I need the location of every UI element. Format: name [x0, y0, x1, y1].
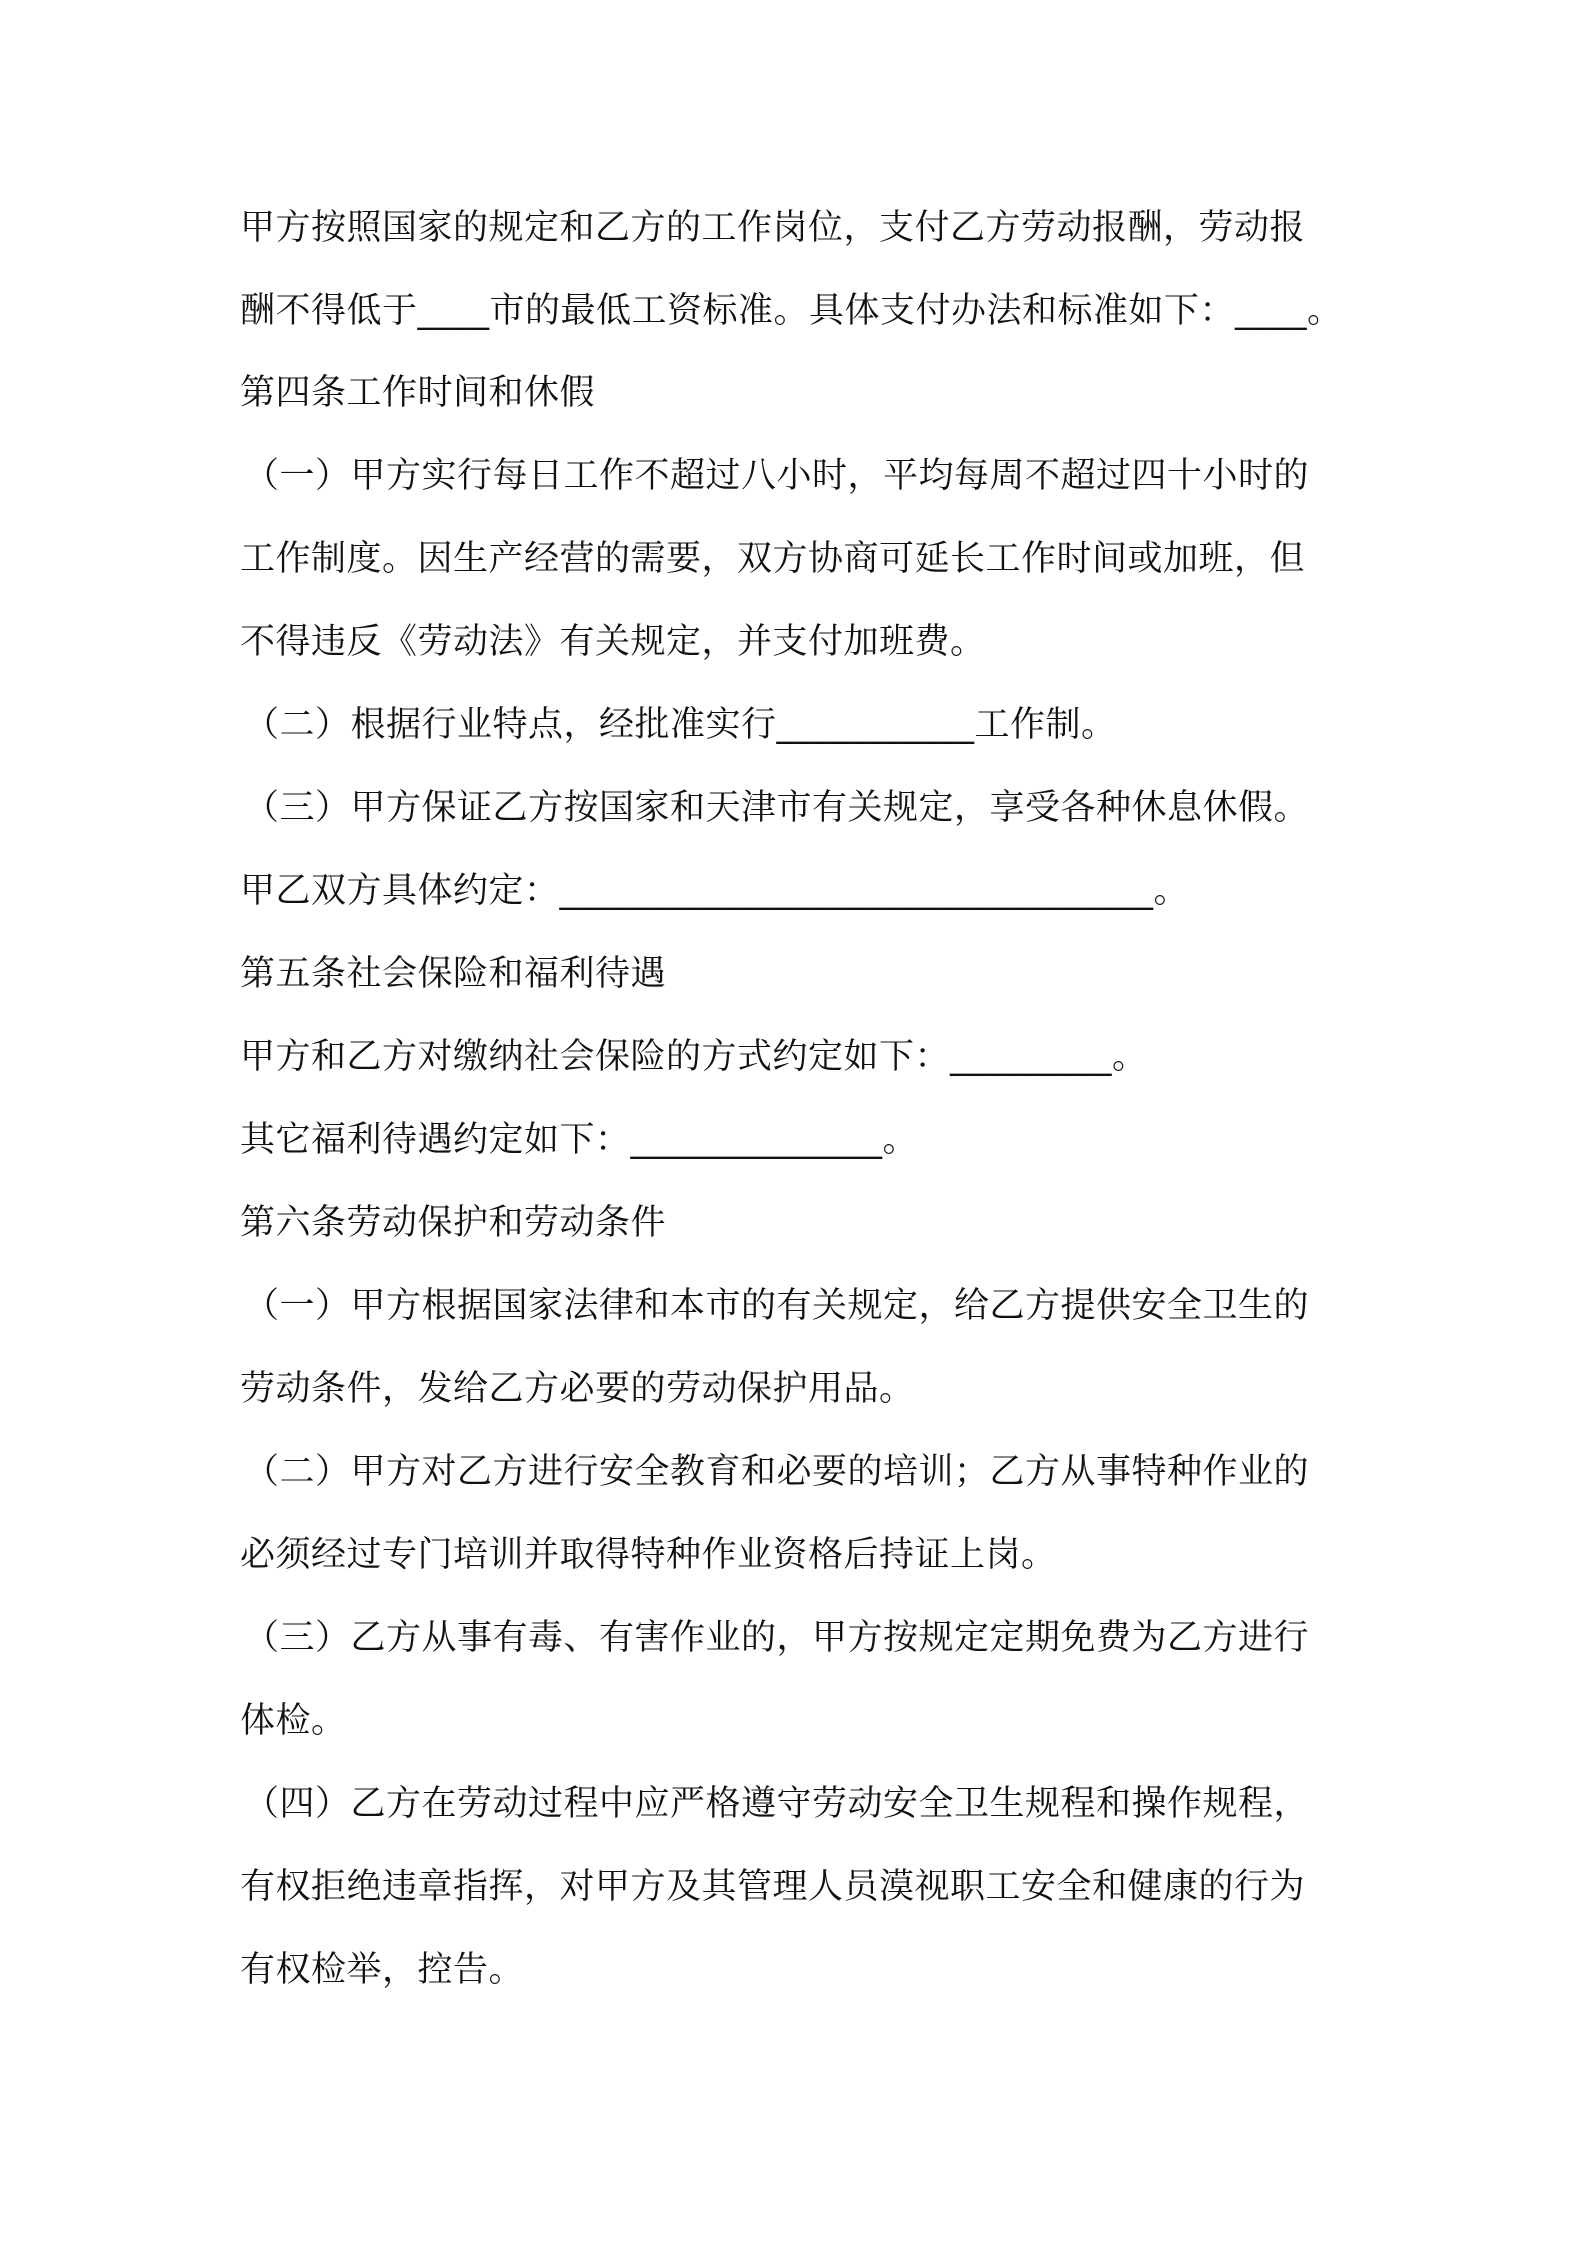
paragraph-line: （三）乙方从事有毒、有害作业的，甲方按规定定期免费为乙方进行: [244, 1618, 1310, 1658]
paragraph-line: （二）根据行业特点，经批准实行___________工作制。: [244, 705, 1117, 745]
paragraph-line: （一）甲方根据国家法律和本市的有关规定，给乙方提供安全卫生的: [244, 1286, 1310, 1326]
paragraph-line: 工作制度。因生产经营的需要，双方协商可延长工作时间或加班，但: [240, 539, 1306, 579]
paragraph-line: （一）甲方实行每日工作不超过八小时，平均每周不超过四十小时的: [244, 456, 1310, 496]
paragraph-line: 酬不得低于____市的最低工资标准。具体支付办法和标准如下：____。: [240, 291, 1343, 331]
section-heading: 第四条工作时间和休假: [240, 373, 596, 413]
paragraph-line: 有权检举，控告。: [240, 1950, 525, 1990]
section-heading: 第六条劳动保护和劳动条件: [240, 1203, 667, 1243]
paragraph-line: 甲乙双方具体约定：_________________________________。: [240, 871, 1190, 911]
paragraph-line: 其它福利待遇约定如下：______________。: [240, 1120, 919, 1160]
paragraph-line: 甲方按照国家的规定和乙方的工作岗位，支付乙方劳动报酬，劳动报: [240, 208, 1306, 248]
paragraph-line: 体检。: [240, 1701, 347, 1741]
paragraph-line: 甲方和乙方对缴纳社会保险的方式约定如下：_________。: [240, 1037, 1148, 1077]
section-heading: 第五条社会保险和福利待遇: [240, 954, 667, 994]
paragraph-line: 有权拒绝违章指挥，对甲方及其管理人员漠视职工安全和健康的行为: [240, 1867, 1306, 1907]
paragraph-line: （三）甲方保证乙方按国家和天津市有关规定，享受各种休息休假。: [244, 788, 1310, 828]
paragraph-line: 劳动条件，发给乙方必要的劳动保护用品。: [240, 1369, 915, 1409]
paragraph-line: （四）乙方在劳动过程中应严格遵守劳动安全卫生规程和操作规程，: [244, 1784, 1310, 1824]
paragraph-line: （二）甲方对乙方进行安全教育和必要的培训；乙方从事特种作业的: [244, 1452, 1310, 1492]
paragraph-line: 不得违反《劳动法》有关规定，并支付加班费。: [240, 622, 986, 662]
paragraph-line: 必须经过专门培训并取得特种作业资格后持证上岗。: [240, 1535, 1057, 1575]
